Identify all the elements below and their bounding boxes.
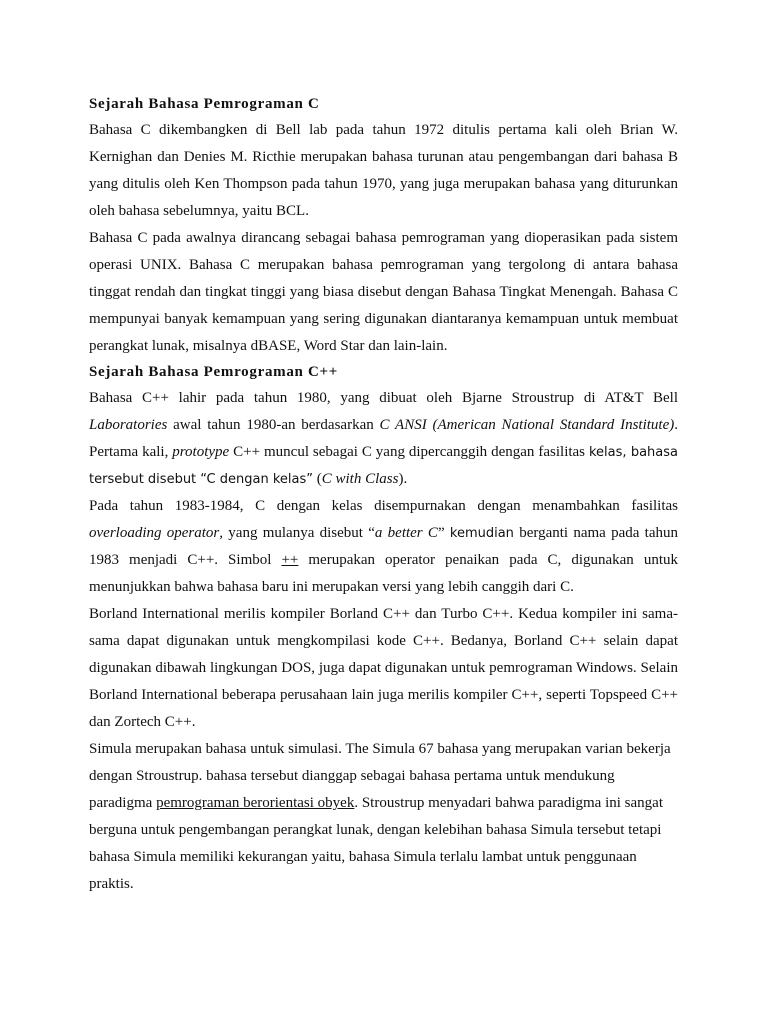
italic-run: overloading operator <box>89 525 220 541</box>
text-run: Bahasa C++ lahir pada tahun 1980, yang dibuat oleh Bjarne Stroustrup di AT&T Bell <box>89 390 678 406</box>
text-run: , yang mulanya disebut “ <box>219 525 375 541</box>
document-body <box>89 92 678 898</box>
text-run: ” <box>437 525 450 541</box>
sans-text-run: kelas, bahasa tersebut disebut “C dengan kelas” <box>89 445 678 487</box>
text-run: ( <box>313 471 322 487</box>
text-run: C++ muncul sebagai C yang dipercanggih dengan fasilitas <box>229 444 589 460</box>
paragraph-borland: Borland International merilis kompiler Borland C++ dan Turbo C++. Kedua kompiler ini sama-sama dapat digunakan untuk mengkompilasi kode C++. Bedanya, Borland C++ selain dapat digunakan dibawah lingkungan DOS, juga dapat digunakan untuk pemrograman Windows. Selain Borland International beberapa perusahaan lain juga merilis kompiler C++, seperti Topspeed C++ dan Zortech C++. <box>89 606 678 730</box>
italic-run: Laboratories <box>89 417 168 433</box>
italic-run: a better C <box>374 525 438 541</box>
heading-sejarah-c: Sejarah Bahasa Pemrograman C <box>89 96 320 112</box>
italic-run: C with Class <box>321 471 399 487</box>
paragraph-c-origin: Bahasa C dikembangken di Bell lab pada tahun 1972 ditulis pertama kali oleh Brian W. Kernighan dan Denies M. Ricthie merupakan bahasa turunan atau pengembangan dari bahasa B yang ditulis oleh Ken Thompson pada tahun 1970, yang juga merupakan bahasa yang diturunkan oleh bahasa sebelumnya, yaitu BCL. <box>89 122 678 219</box>
paragraph-cpp-evolution <box>89 493 678 601</box>
text-run: ). <box>398 471 408 487</box>
italic-run: prototype <box>172 444 230 460</box>
text-run: Pada tahun 1983-1984, C dengan kelas disempurnakan dengan menambahkan fasilitas <box>89 498 678 514</box>
oop-link[interactable]: pemrograman berorientasi obyek <box>156 795 355 811</box>
text-run: merupakan operator penaikan pada C, digunakan untuk menunjukkan bahwa bahasa baru ini merupakan versi yang lebih canggih dari C. <box>89 552 678 595</box>
operator-symbol: ++ <box>281 552 299 568</box>
sans-text-run: kemudian <box>449 526 514 541</box>
text-run: awal tahun 1980-an berdasarkan <box>167 417 380 433</box>
text-run: Simula merupakan bahasa untuk simulasi. The Simula 67 bahasa yang merupakan varian bekerja dengan Stroustrup. bahasa tersebut dianggap sebagai bahasa pertama untuk mendukung paradigma <box>89 741 671 811</box>
text-run: . Stroustrup menyadari bahwa paradigma ini sangat berguna untuk pengembangan perangkat lunak, dengan kelebihan bahasa Simula tersebut tetapi bahasa Simula memiliki kekurangan yaitu, bahasa Simula terlalu lambat untuk penggunaan praktis. <box>89 795 663 892</box>
paragraph-cpp-origin <box>89 385 678 493</box>
heading-sejarah-cpp: Sejarah Bahasa Pemrograman C++ <box>89 364 339 380</box>
text-run: berganti nama pada tahun 1983 menjadi C++. Simbol <box>89 525 678 568</box>
italic-run: C ANSI (American National Standard Institute) <box>379 417 675 433</box>
text-run: . Pertama kali, <box>89 417 678 460</box>
paragraph-c-design: Bahasa C pada awalnya dirancang sebagai bahasa pemrograman yang dioperasikan pada sistem operasi UNIX. Bahasa C merupakan bahasa pemrograman yang tergolong di antara bahasa tinggat rendah dan tingkat tinggi yang biasa disebut dengan Bahasa Tingkat Menengah. Bahasa C mempunyai banyak kemampuan yang sering digunakan diantaranya kemampuan untuk membuat perangkat lunak, misalnya dBASE, Word Star dan lain-lain. <box>89 230 678 354</box>
paragraph-simula <box>89 736 678 898</box>
